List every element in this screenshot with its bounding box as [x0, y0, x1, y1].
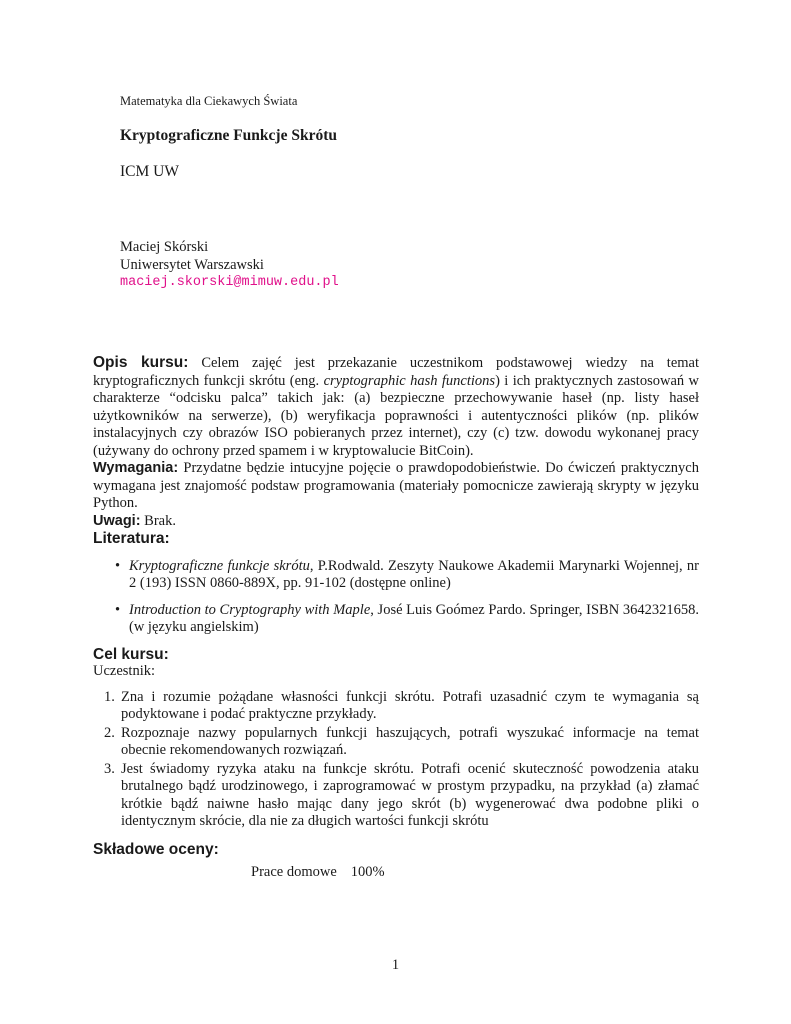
literature-details: , José Luis Goómez Pardo. Springer, ISBN 3642321658. (w języku angielskim)	[129, 601, 699, 635]
institution: ICM UW	[120, 163, 179, 180]
goal-item	[104, 760, 699, 831]
literature-heading: Literatura:	[93, 530, 170, 547]
author-block	[120, 238, 339, 292]
author-affiliation: Uniwersytet Warszawski	[120, 257, 264, 273]
goal-text: Zna i rozumie pożądane własności funkcji skrótu. Potrafi uzasadnić czym te wymagania są podyktowane i podać praktyczne przykłady.	[121, 688, 699, 722]
goal-number: 1.	[104, 688, 115, 705]
goal-item	[104, 724, 699, 760]
goal-number: 3.	[104, 760, 115, 777]
remarks-label: Uwagi:	[93, 512, 141, 529]
goals-intro: Uczestnik:	[93, 663, 156, 679]
literature-item	[115, 601, 699, 637]
grading-component: Prace domowe	[251, 864, 337, 880]
literature-title: Kryptograficzne funkcje skrótu	[129, 557, 310, 574]
goals-list	[93, 689, 699, 831]
course-remarks	[93, 513, 699, 531]
document-title: Kryptograficzne Funkcje Skrótu	[120, 127, 337, 144]
grading-row	[251, 864, 699, 882]
document-body	[93, 354, 699, 882]
remarks-text: Brak.	[144, 512, 176, 529]
literature-title: Introduction to Cryptography with Maple	[129, 601, 371, 618]
grading-heading: Składowe oceny:	[93, 840, 219, 858]
literature-list	[93, 558, 699, 637]
goal-text: Jest świadomy ryzyka ataku na funkcje skrótu. Potrafi ocenić skuteczność powodzenia ataku brutalnego bądź urodzinowego, i zaprogramować w prostym przypadku, na przykład (a) złamać krótkie bądź naiwne hasło mając dany jego skrót (b) wygenerować dwa podobne pliki o identycznym skrócie, dla nie za długich wartości funkcji skrótu	[121, 760, 699, 829]
literature-item	[115, 557, 699, 593]
goal-item	[104, 688, 699, 724]
description-label: Opis kursu:	[93, 354, 189, 371]
course-description	[93, 354, 699, 460]
requirements-text: Przydatne będzie intucyjne pojęcie o prawdopodobieństwie. Do ćwiczeń praktycznych wymagana jest znajomość podstaw programowania (materiały pomocnicze zawierają skrypty w języku Python.	[93, 460, 699, 511]
author-email-link[interactable]: maciej.skorski@mimuw.edu.pl	[120, 275, 339, 290]
goal-text: Rozpoznaje nazwy popularnych funkcji haszujących, potrafi wyszukać informacje na temat obecnie rekomendowanych rozwiązań.	[121, 724, 699, 758]
description-italic: cryptographic hash functions	[323, 372, 496, 389]
grading-weight: 100%	[350, 864, 385, 880]
literature-details: , P.Rodwald. Zeszyty Naukowe Akademii Marynarki Wojennej, nr 2 (193) ISSN 0860-889X, pp. 91-102 (dostępne online)	[129, 557, 699, 591]
course-series: Matematyka dla Ciekawych Świata	[120, 94, 298, 108]
course-requirements	[93, 460, 699, 513]
requirements-label: Wymagania:	[93, 460, 179, 476]
description-text-1: Celem zajęć jest przekazanie uczestnikom podstawowej wiedzy na temat kryptograficznych funkcji skrótu (eng.	[93, 355, 700, 389]
author-name: Maciej Skórski	[120, 239, 209, 255]
bullet-icon: •	[115, 601, 121, 618]
description-text-2: ) i ich praktycznych zastosowań w charakterze “odcisku palca” takich jak: (a) bezpieczne przechowywanie haseł (np. listy haseł użytkowników na serwerze), (b) weryfikacja poprawności i autentyczności plików (np. plików instalacyjnych czy obrazów ISO pobieranych przez internet), czy (c) tzw. dowodu wykonanej pracy (używany do ochrony przed spamem i w kryptowalucie BitCoin).	[93, 372, 699, 459]
bullet-icon: •	[115, 557, 121, 574]
page-number: 1	[391, 957, 400, 973]
goals-heading: Cel kursu:	[93, 645, 169, 663]
goal-number: 2.	[104, 724, 115, 741]
